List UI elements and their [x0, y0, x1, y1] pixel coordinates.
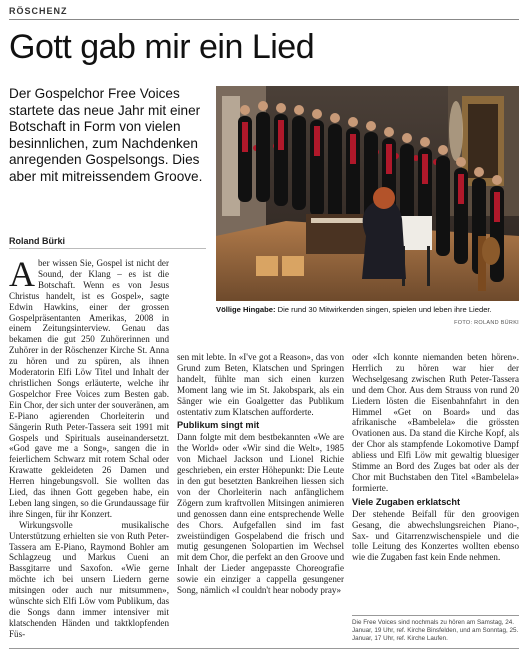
photo-credit: FOTO: ROLAND BÜRKI	[454, 320, 519, 326]
drop-cap: A	[9, 258, 35, 294]
article-column-2	[177, 352, 344, 643]
author-byline: Roland Bürki	[9, 236, 66, 246]
paragraph: sen mit lebte. In «I've got a Reason», das von Grund zum Beten, Klatschen und Springen handelt, fühlte man sich einen kurzen Moment lang wie im St. Jakobspark, als ein Sänger wie ein Goalgetter das Publikum ostentativ zum Klatschen aufforderte.	[177, 352, 344, 417]
headline: Gott gab mir ein Lied	[9, 28, 315, 66]
section-label: RÖSCHENZ	[9, 6, 68, 16]
caption-lead: Völlige Hingabe:	[216, 305, 276, 314]
choir-photo	[216, 86, 519, 301]
paragraph-intro	[9, 258, 169, 520]
paragraph: oder «Ich konnte niemanden beten hören». Herrlich zu hören war hier der Wechselgesang zwischen Ruth Peter-Tassera und dem Chor. Aus dem Strauss von rund 20 Liedern lösten die Eisenbahnfahrt in den Himmel «Get on Board» und das afrikanische «Bambelela» die grössten Ovationen aus. Da stand die Kirche Kopf, als der Chor als stampfende Lokomotive Dampf abliess und Elfi Löw mit gewaltig bluesiger Stimme an Bord des Zuges bat oder als der Chor mit Buchstaben den Titel «Bambelela» formierte.	[352, 352, 519, 493]
article-column-3	[352, 352, 519, 614]
lead-paragraph: Der Gospelchor Free Voices startete das neue Jahr mit einer Botschaft in Form von vielen besinnlichen, zum Nachdenken anregenden Gospelsongs. Dies aber mit mitreissendem Groove.	[9, 86, 203, 184]
top-divider	[9, 19, 519, 20]
concert-dates-note: Die Free Voices sind nochmals zu hören am Samstag, 24. Januar, 19 Uhr, ref. Kirche Binsfelden, und am Sonntag, 25. Januar, 17 Uhr, ref. Kirche Laufen.	[352, 619, 519, 642]
footnote-divider	[352, 615, 519, 616]
paragraph: Dann folgte mit dem bestbekannten «We are the World» oder «Wir sind die Welt», 1985 von Michael Jackson und Lionel Richie geschrieben, ein erster Höhepunkt: Die Leute in den gut besetzten Bankreihen liessen sich von der Chorleiterin nach anfänglichem Zögern zum kraftvollen Mitsingen animieren und genossen dann eine entsprechende Welle des Chors. Aufgefallen sind im fast zweistündigen Gospelabend die frisch und mutig gesungenen Solopartien im Wechsel mit dem Chor, die perfekt an den Groove und Inhalt der Lieder angepasste Choreografie sowie ein einziger a cappella gesungener Song, nämlich «I couldn't hear nobody pray»	[177, 432, 344, 596]
byline-divider	[9, 248, 206, 249]
paragraph: Der stehende Beifall für den groovigen Gesang, die abwechslungsreichen Piano-, Sax- und Gitarrenzwischenspiele und die tolle Leitung des Konzertes wollten ebenso wie die Zugaben fast kein Ende nehmen.	[352, 508, 519, 563]
subheading: Publikum singt mit	[177, 420, 260, 431]
paragraph: Wirkungsvolle musikalische Unterstützung erhielten sie von Ruth Peter-Tassera am E-Piano, Raymond Bohler am Schlagzeug und Markus Cueni an Bassgitarre und Saxofon. «Wie gerne möchte ich bei unsern Liedern gerne mitsingen oder auch nur mitsummen», wünschte sich Elfi Löw vom Publikum, das die Songs dann immer intensiver mit klatschenden Händen und taktklopfenden Füs-	[9, 519, 169, 639]
caption-text: Die rund 30 Mitwirkenden singen, spielen und leben ihre Lieder.	[275, 305, 492, 314]
article-column-1	[9, 258, 169, 643]
subheading: Viele Zugaben erklatscht	[352, 496, 461, 507]
paragraph-intro-text: ber wissen Sie, Gospel ist nicht der Sound, der Klang – es ist die Botschaft. Wenn es von Jesus Christus handelt, ist es Gospel», sagte Edwin Hawkins, einer der grossen Gospelpräsentanten Amerikas, 2008 in einem Zeitungsinterview. Genau das bekamen die gut 250 Zuhörerinnen und Zuhörer in der Röschenzer Kirche St. Anna zu hören und zu spüren, als ihnen Moderatorin Elfi Löw Titel und Inhalt der christlichen Songs erläuterte, welche ihr Gospelchor Free Voices zum Besten gab. Ein Chor, der sich unter der souveränen, am E-Piano agierenden Chorleiterin und Sängerin Ruth Peter-Tassera seit 1991 mit Gospels und Spirituals auseinandersetzt. «God gave me a Song», sangen die in feierlichem Schwarz mit rotem Schal oder Krawatte gekleideten 26 Damen und Herren hingebungsvoll. Sie wollten das Lied, das ihnen Gott gegeben habe, ein Leben lang singen, so die Grundaussage für ihre Singen, für ihr Konzert.	[9, 258, 169, 519]
bottom-divider	[9, 648, 519, 649]
photo-caption	[216, 305, 519, 328]
